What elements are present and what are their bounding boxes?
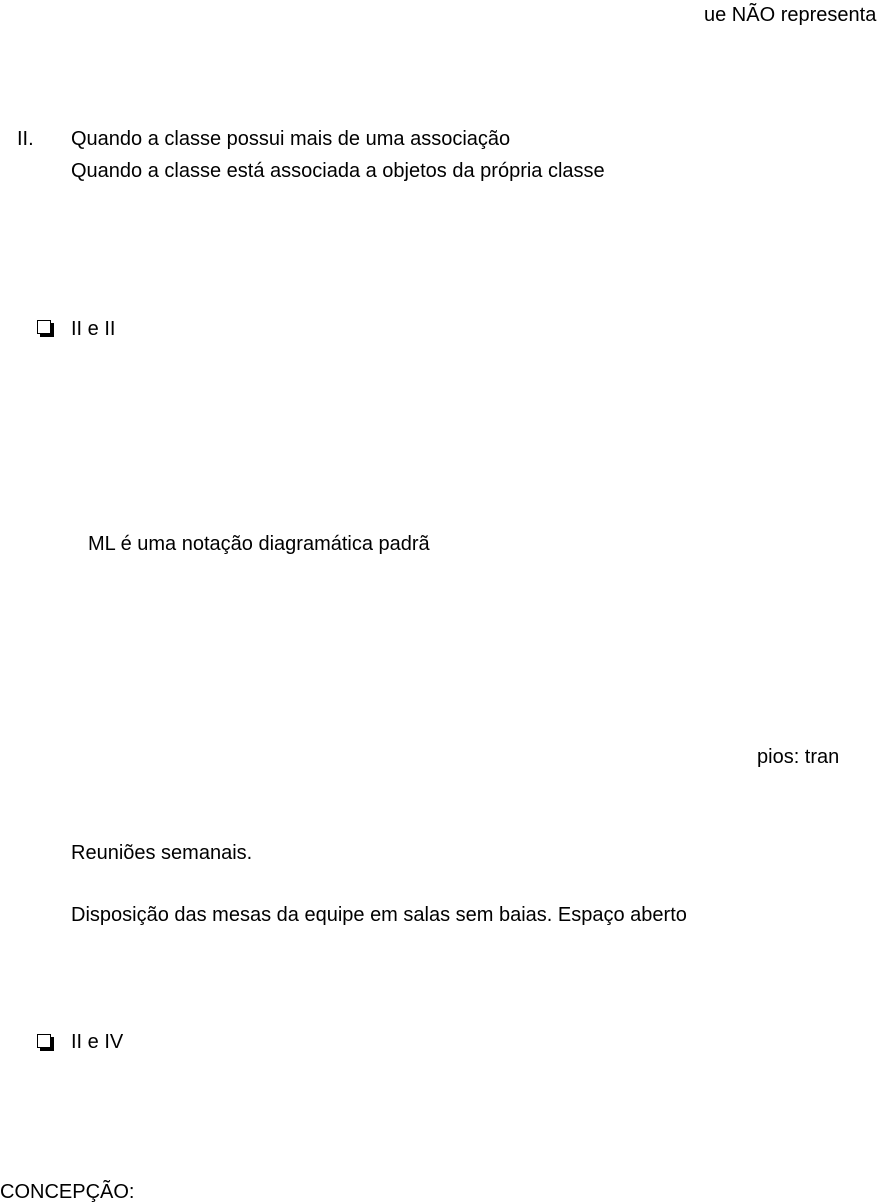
checkbox-icon[interactable] xyxy=(37,1034,51,1048)
item-statement-line-2: Quando a classe está associada a objetos da própria classe xyxy=(71,160,605,182)
item-roman-numeral: II. xyxy=(17,128,34,150)
section-heading-concepcao: CONCEPÇÃO: xyxy=(0,1181,135,1203)
answer-option-1-label: II e II xyxy=(71,318,116,340)
top-right-text-fragment: ue NÃO representa xyxy=(704,4,877,26)
practice-item-1: Reuniões semanais. xyxy=(71,842,253,864)
uml-text-fragment: ML é uma notação diagramática padrã xyxy=(88,533,430,555)
principles-text-fragment: pios: tran xyxy=(757,746,840,768)
item-statement-line-1: Quando a classe possui mais de uma associação xyxy=(71,128,511,150)
answer-option-2-label: II e IV xyxy=(71,1031,124,1053)
practice-item-2: Disposição das mesas da equipe em salas sem baias. Espaço aberto xyxy=(71,904,687,926)
checkbox-icon[interactable] xyxy=(37,320,51,334)
